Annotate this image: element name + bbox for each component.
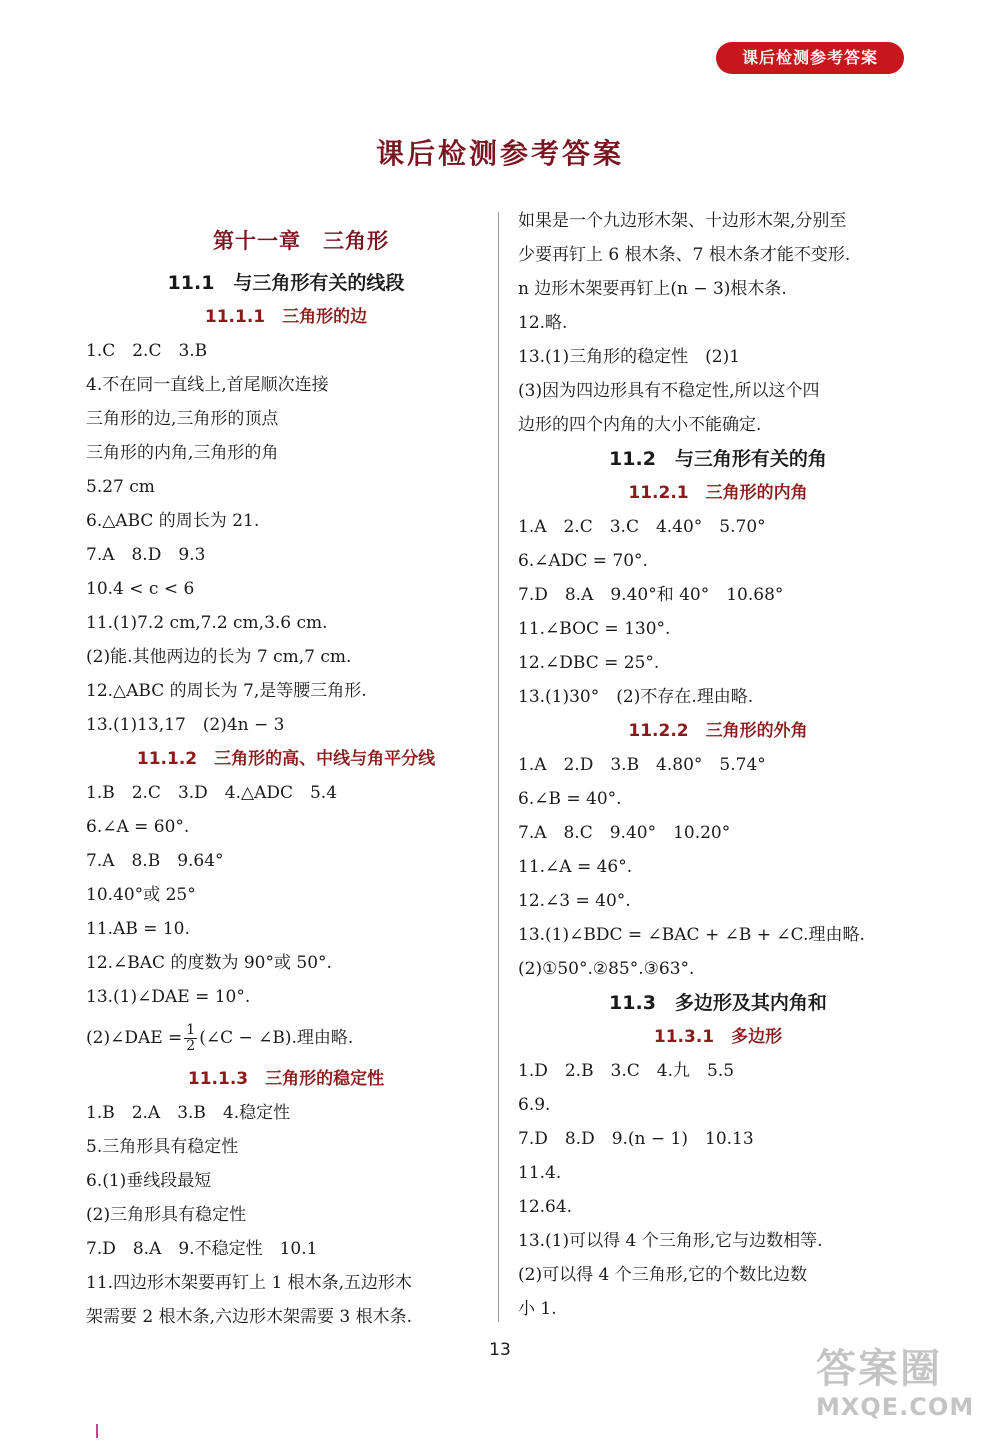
- watermark-en: MXQE.COM: [816, 1393, 975, 1421]
- answer-line: 架需要 2 根木条,六边形木架需要 3 根木条.: [86, 1307, 413, 1327]
- answer-line: 13.(1)30° (2)不存在.理由略.: [518, 687, 754, 707]
- answer-line: 7.D 8.A 9.40°和 40° 10.68°: [518, 585, 784, 605]
- watermark: [816, 1346, 986, 1432]
- section-heading: 11.1 与三角形有关的线段: [167, 272, 405, 294]
- page-title: 课后检测参考答案: [375, 137, 624, 170]
- subsection-heading: 11.1.2 三角形的高、中线与角平分线: [136, 749, 436, 769]
- answer-line: 三角形的边,三角形的顶点: [86, 409, 279, 429]
- answer-line: 13.(1)13,17 (2)4n − 3: [86, 715, 285, 735]
- answer-line: 4.不在同一直线上,首尾顺次连接: [86, 375, 329, 395]
- header-tab: 课后检测参考答案: [716, 42, 904, 74]
- fraction-answer-line: [86, 1014, 486, 1062]
- watermark-cn: 答案圈: [816, 1346, 942, 1392]
- answer-line: 13.(1)三角形的稳定性 (2)1: [518, 347, 741, 367]
- answer-line: 12.略.: [518, 313, 568, 333]
- answer-line: 12.64.: [518, 1197, 573, 1217]
- answer-line: 6.∠ADC = 70°.: [518, 551, 648, 571]
- answer-line: 11.AB = 10.: [86, 919, 190, 939]
- section-heading: 11.3 多边形及其内角和: [609, 992, 827, 1014]
- answer-line: 11.四边形木架要再钉上 1 根木条,五边形木: [86, 1273, 413, 1293]
- answer-line: 7.A 8.B 9.64°: [86, 851, 224, 871]
- fraction-prefix: (2)∠DAE =: [86, 1028, 183, 1048]
- answer-line: 5.27 cm: [86, 477, 155, 497]
- answer-line: 1.C 2.C 3.B: [86, 341, 208, 361]
- answer-line: 少要再钉上 6 根木条、7 根木条才能不变形.: [518, 245, 851, 265]
- answer-line: 7.D 8.D 9.(n − 1) 10.13: [518, 1129, 754, 1149]
- answer-line: 6.△ABC 的周长为 21.: [86, 511, 260, 531]
- fraction: [184, 1023, 197, 1054]
- answer-line: 13.(1)∠DAE = 10°.: [86, 987, 251, 1007]
- answer-line: 7.A 8.C 9.40° 10.20°: [518, 823, 731, 843]
- answer-line: 12.∠BAC 的度数为 90°或 50°.: [86, 953, 332, 973]
- section-heading: 11.2 与三角形有关的角: [609, 448, 827, 470]
- answer-line: 小 1.: [518, 1299, 557, 1319]
- answer-line: 边形的四个内角的大小不能确定.: [518, 415, 762, 435]
- answer-line: 11.4.: [518, 1163, 562, 1183]
- answer-line: 6.∠A = 60°.: [86, 817, 190, 837]
- answer-line: 11.∠BOC = 130°.: [518, 619, 671, 639]
- answer-line: 6.9.: [518, 1095, 551, 1115]
- answer-line: n 边形木架要再钉上(n − 3)根木条.: [518, 279, 787, 299]
- answer-line: 11.∠A = 46°.: [518, 857, 633, 877]
- answer-line: (3)因为四边形具有不稳定性,所以这个四: [518, 381, 820, 401]
- answer-line: 1.B 2.C 3.D 4.△ADC 5.4: [86, 783, 338, 803]
- answer-line: 13.(1)∠BDC = ∠BAC + ∠B + ∠C.理由略.: [518, 925, 865, 945]
- subsection-heading: 11.1.3 三角形的稳定性: [187, 1069, 385, 1089]
- answer-line: (2)三角形具有稳定性: [86, 1205, 247, 1225]
- answer-line: (2)能.其他两边的长为 7 cm,7 cm.: [86, 647, 352, 667]
- edge-mark: [96, 1424, 98, 1438]
- answer-line: 13.(1)可以得 4 个三角形,它与边数相等.: [518, 1231, 823, 1251]
- answer-line: (2)①50°.②85°.③63°.: [518, 959, 695, 979]
- answer-line: 1.A 2.D 3.B 4.80° 5.74°: [518, 755, 766, 775]
- answer-line: 10.4 < c < 6: [86, 579, 195, 599]
- right-column: [518, 204, 918, 1326]
- subsection-heading: 11.2.2 三角形的外角: [628, 721, 808, 741]
- answer-line: 1.B 2.A 3.B 4.稳定性: [86, 1103, 291, 1123]
- answer-line: 6.∠B = 40°.: [518, 789, 622, 809]
- answer-line: 5.三角形具有稳定性: [86, 1137, 239, 1157]
- answer-line: 11.(1)7.2 cm,7.2 cm,3.6 cm.: [86, 613, 328, 633]
- fraction-numerator: 1: [186, 1022, 196, 1038]
- answer-line: 7.D 8.A 9.不稳定性 10.1: [86, 1239, 318, 1259]
- subsection-heading: 11.2.1 三角形的内角: [628, 483, 808, 503]
- answer-line: 12.∠DBC = 25°.: [518, 653, 660, 673]
- answer-line: (2)可以得 4 个三角形,它的个数比边数: [518, 1265, 808, 1285]
- chapter-heading: 第十一章 三角形: [213, 229, 389, 253]
- answer-line: 三角形的内角,三角形的角: [86, 443, 279, 463]
- page-number: 13: [489, 1340, 511, 1360]
- column-divider: [498, 212, 499, 1322]
- answer-line: 6.(1)垂线段最短: [86, 1171, 212, 1191]
- answer-line: 如果是一个九边形木架、十边形木架,分别至: [518, 211, 847, 231]
- fraction-suffix: (∠C − ∠B).理由略.: [199, 1028, 354, 1048]
- fraction-denominator: 2: [186, 1038, 196, 1054]
- answer-line: 1.D 2.B 3.C 4.九 5.5: [518, 1061, 735, 1081]
- answer-line: 1.A 2.C 3.C 4.40° 5.70°: [518, 517, 766, 537]
- answer-line: 10.40°或 25°: [86, 885, 196, 905]
- left-column: [86, 222, 486, 1334]
- answer-line: 7.A 8.D 9.3: [86, 545, 206, 565]
- answer-line: 12.△ABC 的周长为 7,是等腰三角形.: [86, 681, 367, 701]
- subsection-heading: 11.3.1 多边形: [653, 1027, 783, 1047]
- subsection-heading: 11.1.1 三角形的边: [204, 307, 368, 327]
- answer-line: 12.∠3 = 40°.: [518, 891, 631, 911]
